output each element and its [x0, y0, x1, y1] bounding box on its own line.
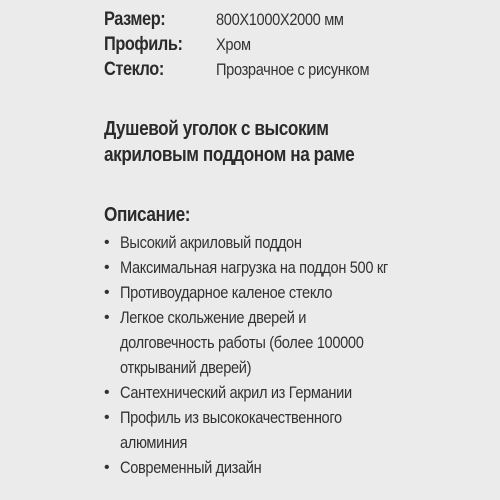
spec-label-size: Размер:	[104, 8, 166, 30]
bullet-icon: •	[104, 459, 110, 476]
product-heading-line-2: акриловым поддоном на раме	[104, 144, 355, 166]
description-item-text: долговечность работы (более 100000	[120, 333, 364, 352]
description-item-text: Противоударное каленое стекло	[120, 283, 333, 302]
bullet-icon: •	[104, 259, 110, 276]
description-item-text: Профиль из высококачественного	[120, 408, 342, 427]
spec-label-profile: Профиль:	[104, 33, 183, 55]
spec-row-profile	[104, 32, 494, 57]
spec-value-profile: Хром	[216, 34, 251, 54]
description-list-item	[104, 455, 494, 480]
description-item-text: алюминия	[120, 433, 188, 452]
spec-value-glass: Прозрачное с рисунком	[216, 59, 370, 79]
description-item-text: Легкое скольжение дверей и	[120, 308, 307, 327]
product-heading-line-1: Душевой уголок с высоким	[104, 118, 329, 140]
description-list-item	[104, 255, 494, 280]
description-item-text: Максимальная нагрузка на поддон 500 кг	[120, 258, 388, 277]
description-list-item	[104, 380, 494, 405]
spec-label-glass: Стекло:	[104, 58, 164, 80]
description-list-item	[104, 280, 494, 305]
description-item-text: Современный дизайн	[120, 458, 262, 477]
bullet-icon: •	[104, 309, 110, 326]
description-list-item	[104, 405, 494, 455]
spec-table	[104, 7, 494, 82]
spec-row-glass	[104, 57, 494, 82]
product-heading	[104, 116, 494, 168]
description-title: Описание:	[104, 204, 191, 226]
bullet-icon: •	[104, 284, 110, 301]
bullet-icon: •	[104, 384, 110, 401]
description-list-item	[104, 305, 494, 380]
description-item-text: Высокий акриловый поддон	[120, 233, 302, 252]
description-list-item	[104, 230, 494, 255]
description-list	[104, 230, 494, 480]
description-item-text: открываний дверей)	[120, 358, 252, 377]
bullet-icon: •	[104, 234, 110, 251]
spec-value-size: 800Х1000Х2000 мм	[216, 9, 344, 29]
spec-row-size	[104, 7, 494, 32]
description-item-text: Сантехнический акрил из Германии	[120, 383, 352, 402]
bullet-icon: •	[104, 409, 110, 426]
